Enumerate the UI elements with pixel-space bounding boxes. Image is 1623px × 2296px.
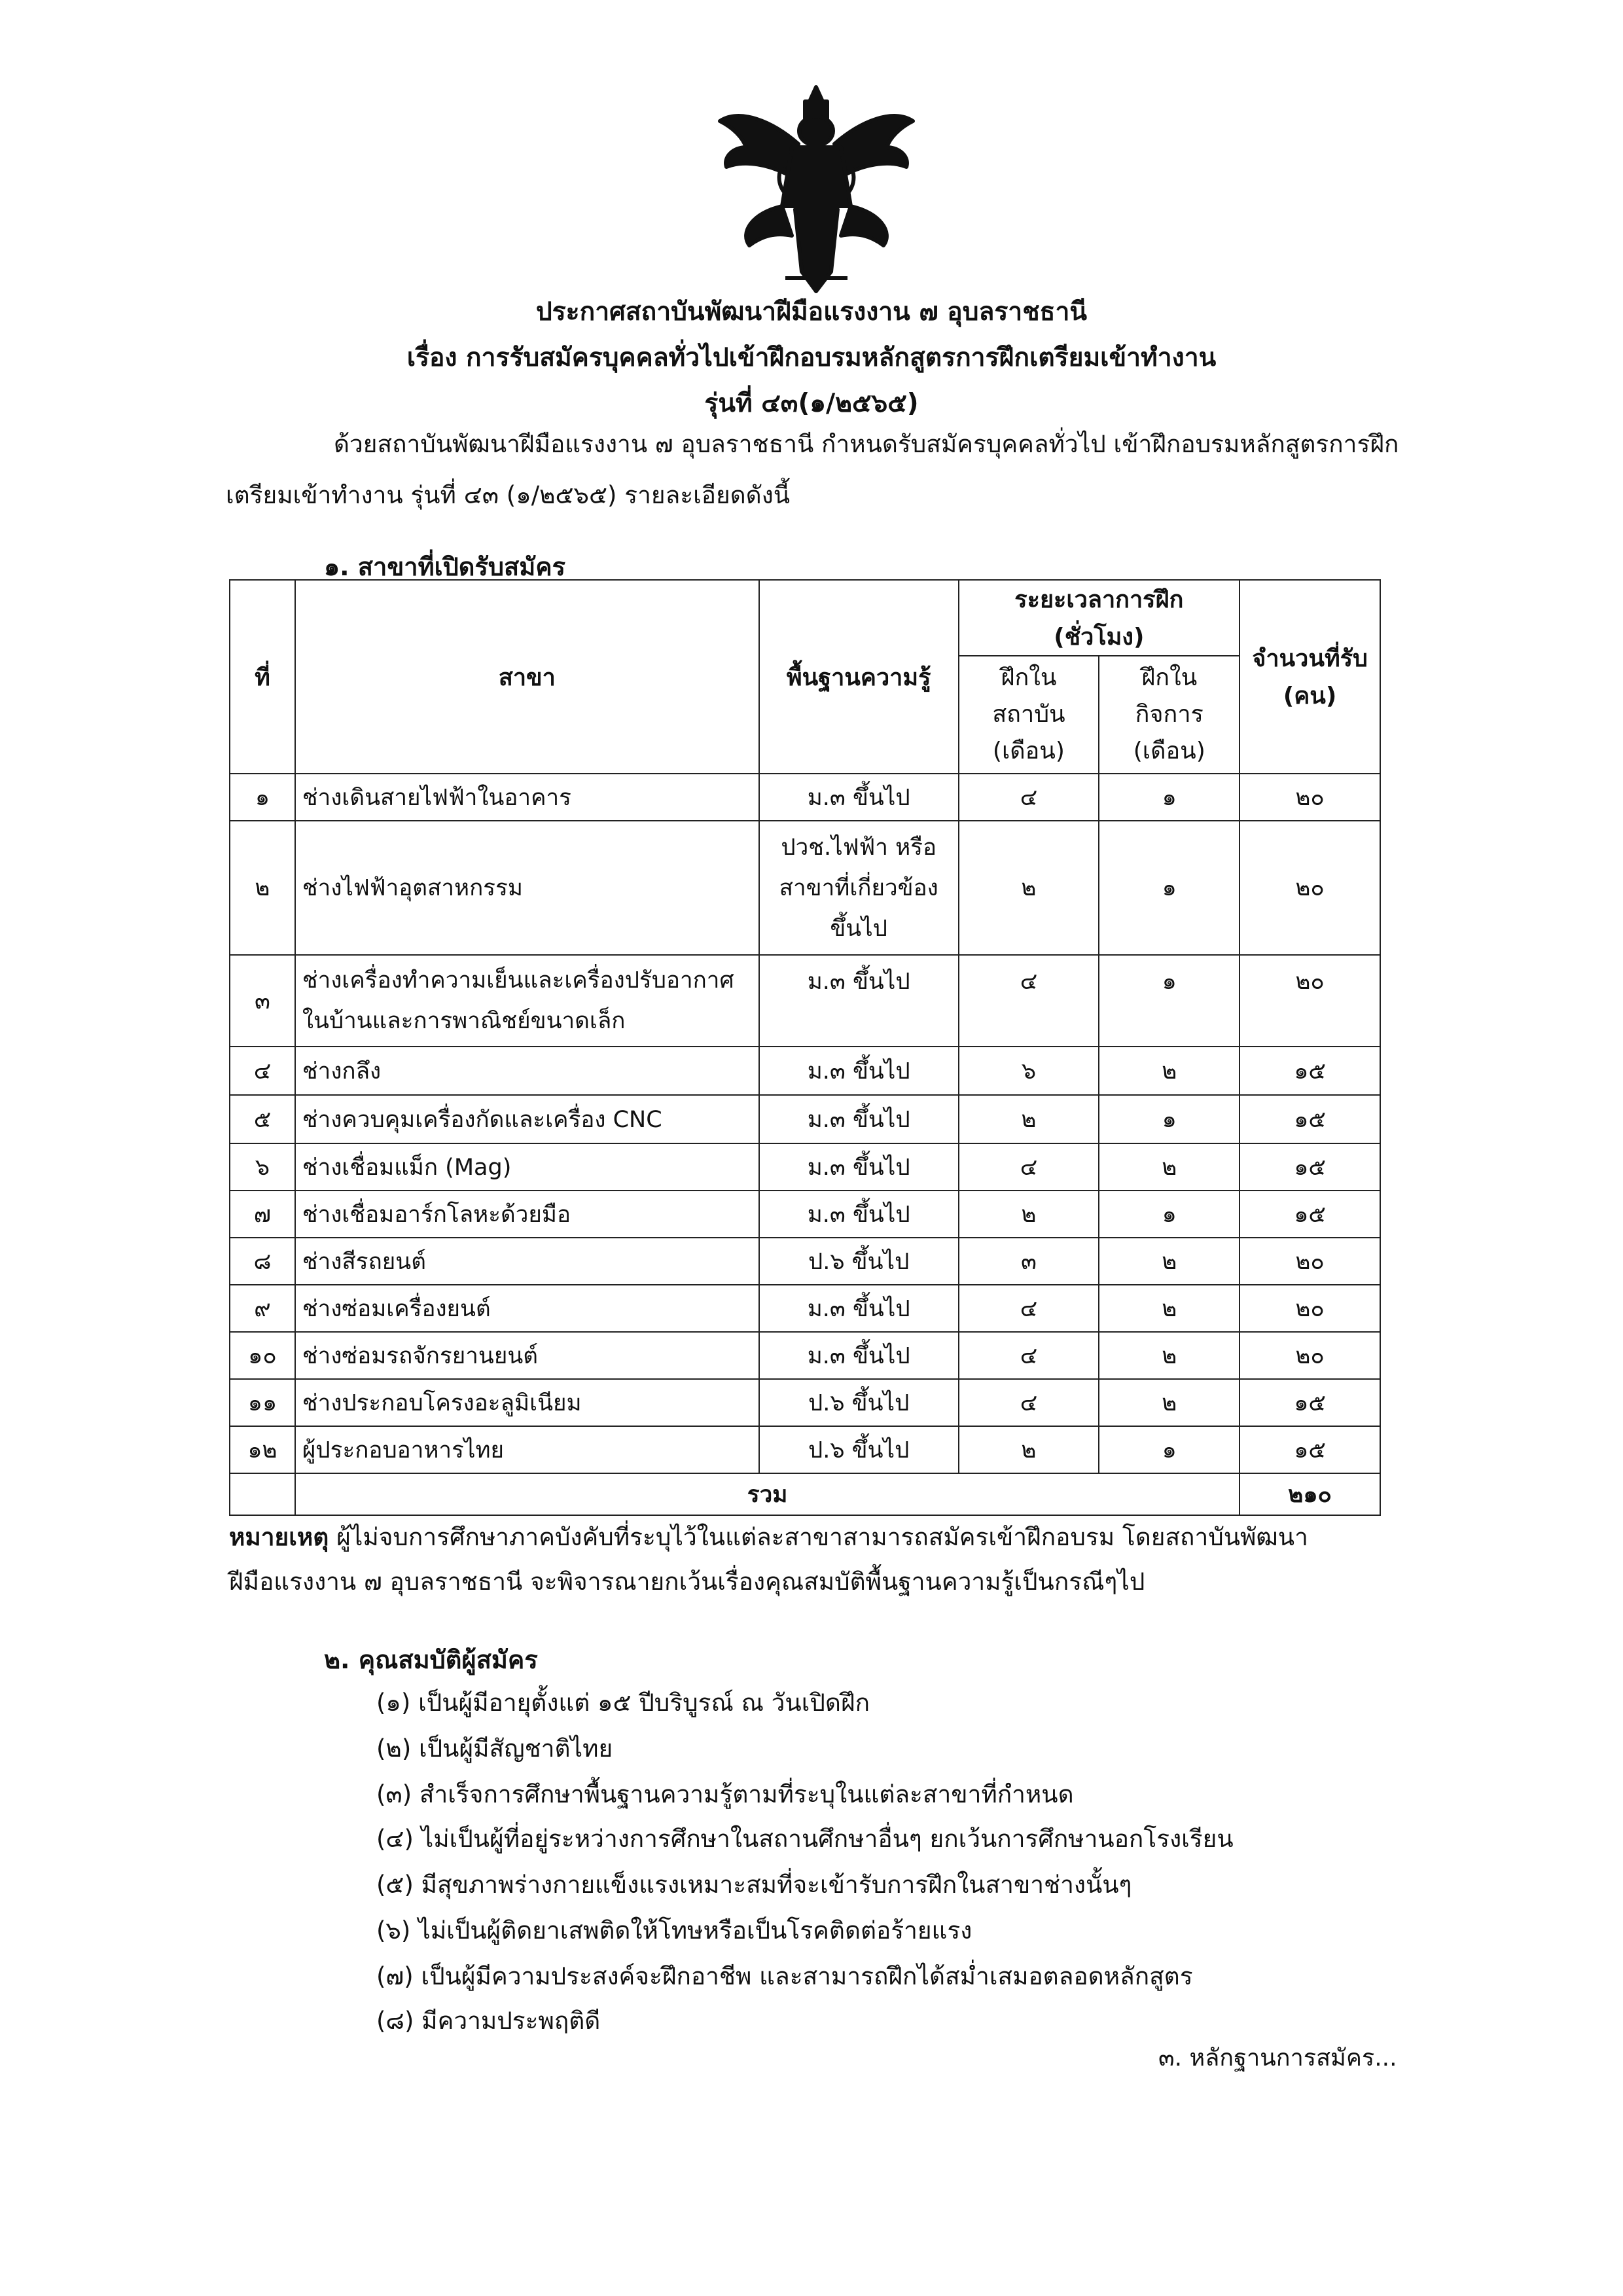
- table-row: [230, 774, 1380, 821]
- header-institute: [959, 656, 1099, 774]
- row-count: ๑๕: [1240, 1095, 1380, 1143]
- header-no: ที่: [230, 580, 295, 774]
- row-count: ๒๐: [1240, 774, 1380, 821]
- row-inst: ๖: [959, 1047, 1099, 1095]
- total-label: รวม: [295, 1473, 1240, 1515]
- header-company: [1099, 656, 1240, 774]
- table-row: [230, 955, 1380, 1047]
- table-row: [230, 1426, 1380, 1473]
- header-institute-line1: ฝึกใน: [1001, 664, 1057, 691]
- row-inst: ๒: [959, 1095, 1099, 1143]
- row-branch: ช่างควบคุมเครื่องกัดและเครื่อง CNC: [295, 1095, 759, 1143]
- row-branch-line2: ในบ้านและการพาณิชย์ขนาดเล็ก: [302, 1008, 626, 1034]
- row-comp: ๒: [1099, 1143, 1240, 1191]
- row-count: ๒๐: [1240, 1285, 1380, 1332]
- qualification-item: (๔) ไม่เป็นผู้ที่อยู่ระหว่างการศึกษาในสถานศึกษาอื่นๆ ยกเว้นการศึกษานอกโรงเรียน: [376, 1825, 1234, 1853]
- row-no: ๑๒: [230, 1426, 295, 1473]
- garuda-emblem: [713, 82, 919, 298]
- note-text-1: ผู้ไม่จบการศึกษาภาคบังคับที่ระบุไว้ในแต่ละสาขาสามารถสมัครเข้าฝึกอบรม โดยสถาบันพัฒนา: [329, 1523, 1308, 1551]
- row-no: ๔: [230, 1047, 295, 1095]
- row-branch: ช่างกลึง: [295, 1047, 759, 1095]
- row-basis-line1: ปวช.ไฟฟ้า หรือ: [781, 834, 936, 861]
- qualification-item: (๓) สำเร็จการศึกษาพื้นฐานความรู้ตามที่ระบุในแต่ละสาขาที่กำหนด: [376, 1780, 1074, 1808]
- row-basis: ม.๓ ขึ้นไป: [759, 1332, 959, 1379]
- row-basis: ม.๓ ขึ้นไป: [759, 1047, 959, 1095]
- note-line-1: [229, 1515, 1459, 1560]
- row-inst: ๒: [959, 821, 1099, 955]
- row-no: ๗: [230, 1191, 295, 1238]
- row-comp: ๑: [1099, 955, 1240, 1047]
- row-comp: ๒: [1099, 1379, 1240, 1426]
- row-comp: ๑: [1099, 774, 1240, 821]
- intro-line-1: ด้วยสถาบันพัฒนาฝีมือแรงงาน ๗ อุบลราชธานี กำหนดรับสมัครบุคคลทั่วไป เข้าฝึกอบรมหลักสูตรการฝึก: [334, 430, 1399, 458]
- row-comp: ๒: [1099, 1238, 1240, 1285]
- table-row: [230, 1095, 1380, 1143]
- qualification-item: (๑) เป็นผู้มีอายุตั้งแต่ ๑๕ ปีบริบูรณ์ ณ วันเปิดฝึก: [376, 1689, 870, 1717]
- row-branch: ช่างเชื่อมอาร์กโลหะด้วยมือ: [295, 1191, 759, 1238]
- row-basis: ป.๖ ขึ้นไป: [759, 1238, 959, 1285]
- row-branch: ช่างเดินสายไฟฟ้าในอาคาร: [295, 774, 759, 821]
- row-inst: ๔: [959, 1143, 1099, 1191]
- total-empty-cell: [230, 1473, 295, 1515]
- header-company-line3: (เดือน): [1133, 738, 1205, 764]
- header-basis: พื้นฐานความรู้: [759, 580, 959, 774]
- row-basis-line2: สาขาที่เกี่ยวข้อง: [779, 874, 938, 901]
- row-no: ๑: [230, 774, 295, 821]
- total-value: ๒๑๐: [1240, 1473, 1380, 1515]
- row-comp: ๑: [1099, 1095, 1240, 1143]
- row-branch: [295, 955, 759, 1047]
- table-row: [230, 1285, 1380, 1332]
- row-basis: ป.๖ ขึ้นไป: [759, 1426, 959, 1473]
- row-no: ๒: [230, 821, 295, 955]
- row-no: ๘: [230, 1238, 295, 1285]
- row-count: ๑๕: [1240, 1379, 1380, 1426]
- row-basis: [759, 821, 959, 955]
- note-label: หมายเหตุ: [229, 1523, 329, 1551]
- row-no: ๙: [230, 1285, 295, 1332]
- section-1-heading: ๑. สาขาที่เปิดรับสมัคร: [324, 552, 566, 581]
- table-row: [230, 1191, 1380, 1238]
- row-no: ๑๐: [230, 1332, 295, 1379]
- header-institute-line2: สถาบัน: [992, 701, 1065, 728]
- note-block: [229, 1515, 1459, 1604]
- announcement-subject: เรื่อง การรับสมัครบุคคลทั่วไปเข้าฝึกอบรมหลักสูตรการฝึกเตรียมเข้าทำงาน: [406, 343, 1217, 372]
- table-row: [230, 1332, 1380, 1379]
- row-inst: ๔: [959, 774, 1099, 821]
- row-branch: ช่างซ่อมเครื่องยนต์: [295, 1285, 759, 1332]
- row-basis: ม.๓ ขึ้นไป: [759, 774, 959, 821]
- table-row: [230, 1143, 1380, 1191]
- row-inst: ๔: [959, 1285, 1099, 1332]
- table-total-row: [230, 1473, 1380, 1515]
- row-comp: ๑: [1099, 821, 1240, 955]
- header-branch: สาขา: [295, 580, 759, 774]
- row-inst: ๒: [959, 1191, 1099, 1238]
- header-company-line2: กิจการ: [1135, 701, 1204, 728]
- row-count: ๒๐: [1240, 1332, 1380, 1379]
- header-count-line1: จำนวนที่รับ: [1252, 645, 1368, 672]
- row-branch: ช่างไฟฟ้าอุตสาหกรรม: [295, 821, 759, 955]
- row-branch-line1: ช่างเครื่องทำความเย็นและเครื่องปรับอากาศ: [302, 967, 734, 994]
- row-count: ๑๕: [1240, 1047, 1380, 1095]
- row-branch: ผู้ประกอบอาหารไทย: [295, 1426, 759, 1473]
- table-row: [230, 1047, 1380, 1095]
- row-basis-line3: ขึ้นไป: [830, 915, 887, 942]
- row-basis: ป.๖ ขึ้นไป: [759, 1379, 959, 1426]
- row-inst: ๓: [959, 1238, 1099, 1285]
- row-count: ๒๐: [1240, 821, 1380, 955]
- row-basis: ม.๓ ขึ้นไป: [759, 955, 959, 1047]
- announcement-batch: รุ่นที่ ๔๓(๑/๒๕๖๕): [704, 389, 919, 418]
- header-company-line1: ฝึกใน: [1141, 664, 1198, 691]
- header-duration: [959, 580, 1240, 656]
- qualification-item: (๗) เป็นผู้มีความประสงค์จะฝึกอาชีพ และสามารถฝึกได้สม่ำเสมอตลอดหลักสูตร: [376, 1962, 1193, 1990]
- row-no: ๓: [230, 955, 295, 1047]
- header-count-line2: (คน): [1283, 683, 1337, 709]
- row-comp: ๑: [1099, 1426, 1240, 1473]
- row-count: ๒๐: [1240, 955, 1380, 1047]
- row-count: ๒๐: [1240, 1238, 1380, 1285]
- header-duration-line1: ระยะเวลาการฝึก: [1014, 586, 1184, 613]
- row-branch: ช่างสีรถยนต์: [295, 1238, 759, 1285]
- intro-line-2: เตรียมเข้าทำงาน รุ่นที่ ๔๓ (๑/๒๕๖๕) รายละเอียดดังนี้: [226, 481, 791, 509]
- table-row: [230, 821, 1380, 955]
- row-count: ๑๕: [1240, 1143, 1380, 1191]
- row-basis: ม.๓ ขึ้นไป: [759, 1285, 959, 1332]
- qualification-item: (๒) เป็นผู้มีสัญชาติไทย: [376, 1734, 613, 1763]
- qualification-item: (๕) มีสุขภาพร่างกายแข็งแรงเหมาะสมที่จะเข้ารับการฝึกในสาขาช่างนั้นๆ: [376, 1871, 1132, 1899]
- row-branch: ช่างประกอบโครงอะลูมิเนียม: [295, 1379, 759, 1426]
- row-comp: ๒: [1099, 1332, 1240, 1379]
- row-comp: ๒: [1099, 1047, 1240, 1095]
- row-comp: ๑: [1099, 1191, 1240, 1238]
- row-inst: ๒: [959, 1426, 1099, 1473]
- row-comp: ๒: [1099, 1285, 1240, 1332]
- qualification-item: (๘) มีความประพฤติดี: [376, 2007, 601, 2035]
- row-inst: ๔: [959, 955, 1099, 1047]
- header-duration-line2: (ชั่วโมง): [1054, 624, 1145, 651]
- table-row: [230, 1238, 1380, 1285]
- row-basis: ม.๓ ขึ้นไป: [759, 1143, 959, 1191]
- row-inst: ๔: [959, 1379, 1099, 1426]
- qualification-item: (๖) ไม่เป็นผู้ติดยาเสพติดให้โทษหรือเป็นโรคติดต่อร้ายแรง: [376, 1916, 972, 1945]
- header-institute-line3: (เดือน): [992, 738, 1065, 764]
- row-no: ๕: [230, 1095, 295, 1143]
- row-basis: ม.๓ ขึ้นไป: [759, 1191, 959, 1238]
- section-2-heading: ๒. คุณสมบัติผู้สมัคร: [324, 1645, 538, 1674]
- table-row: [230, 1379, 1380, 1426]
- row-count: ๑๕: [1240, 1426, 1380, 1473]
- note-text-2: ฝีมือแรงงาน ๗ อุบลราชธานี จะพิจารณายกเว้นเรื่องคุณสมบัติพื้นฐานความรู้เป็นกรณีๆไป: [229, 1568, 1145, 1596]
- row-branch: ช่างซ่อมรถจักรยานยนต์: [295, 1332, 759, 1379]
- row-inst: ๔: [959, 1332, 1099, 1379]
- header-count: [1240, 580, 1380, 774]
- row-no: ๑๑: [230, 1379, 295, 1426]
- branches-table: [229, 579, 1381, 1516]
- row-no: ๖: [230, 1143, 295, 1191]
- continued-note: ๓. หลักฐานการสมัคร...: [1158, 2045, 1397, 2072]
- row-basis: ม.๓ ขึ้นไป: [759, 1095, 959, 1143]
- row-branch: ช่างเชื่อมแม็ก (Mag): [295, 1143, 759, 1191]
- announcement-title: ประกาศสถาบันพัฒนาฝีมือแรงงาน ๗ อุบลราชธานี: [535, 297, 1088, 327]
- row-count: ๑๕: [1240, 1191, 1380, 1238]
